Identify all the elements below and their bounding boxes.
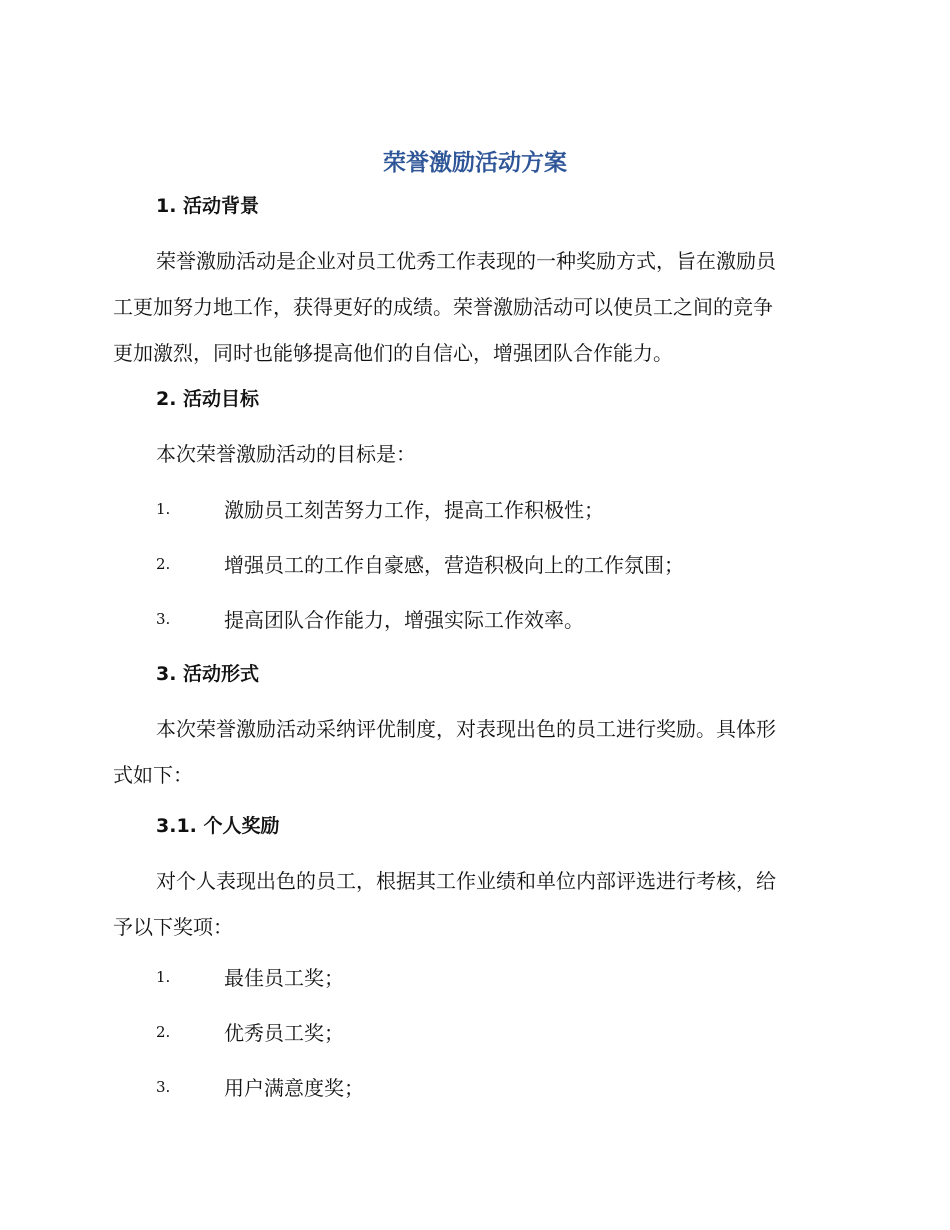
paragraph-line: 本次荣誉激励活动的目标是： [156,442,416,466]
section-heading-goals: 2. 活动目标 [156,388,260,410]
paragraph-line: 工更加努力地工作，获得更好的成绩。荣誉激励活动可以使员工之间的竞争 [113,295,773,319]
section-heading-format: 3. 活动形式 [156,663,260,685]
paragraph-line: 予以下奖项： [113,915,233,939]
list-number: 1. [156,968,171,986]
paragraph-line: 更加激烈，同时也能够提高他们的自信心，增强团队合作能力。 [113,341,673,365]
list-number: 2. [156,1023,171,1041]
list-number: 3. [156,610,171,628]
goals-intro [113,431,833,477]
section-heading-background: 1. 活动背景 [156,195,260,217]
paragraph-line: 式如下： [113,763,193,787]
list-text: 优秀员工奖； [224,1021,344,1045]
section-paragraph-format [113,706,833,798]
section-paragraph-background [113,238,833,376]
document-title: 荣誉激励活动方案 [383,150,567,176]
paragraph-line: 荣誉激励活动是企业对员工优秀工作表现的一种奖励方式，旨在激励员 [156,249,776,273]
list-number: 3. [156,1078,171,1096]
list-text: 增强员工的工作自豪感，营造积极向上的工作氛围； [224,553,684,577]
paragraph-line: 本次荣誉激励活动采纳评优制度，对表现出色的员工进行奖励。具体形 [156,717,776,741]
list-number: 2. [156,555,171,573]
list-text: 用户满意度奖； [224,1076,364,1100]
list-text: 提高团队合作能力，增强实际工作效率。 [224,608,584,632]
list-text: 激励员工刻苦努力工作，提高工作积极性； [224,498,604,522]
list-number: 1. [156,500,171,518]
section-paragraph-individual-awards [113,858,833,950]
list-text: 最佳员工奖； [224,966,344,990]
paragraph-line: 对个人表现出色的员工，根据其工作业绩和单位内部评选进行考核，给 [156,869,776,893]
section-heading-individual-awards: 3.1. 个人奖励 [156,815,280,837]
